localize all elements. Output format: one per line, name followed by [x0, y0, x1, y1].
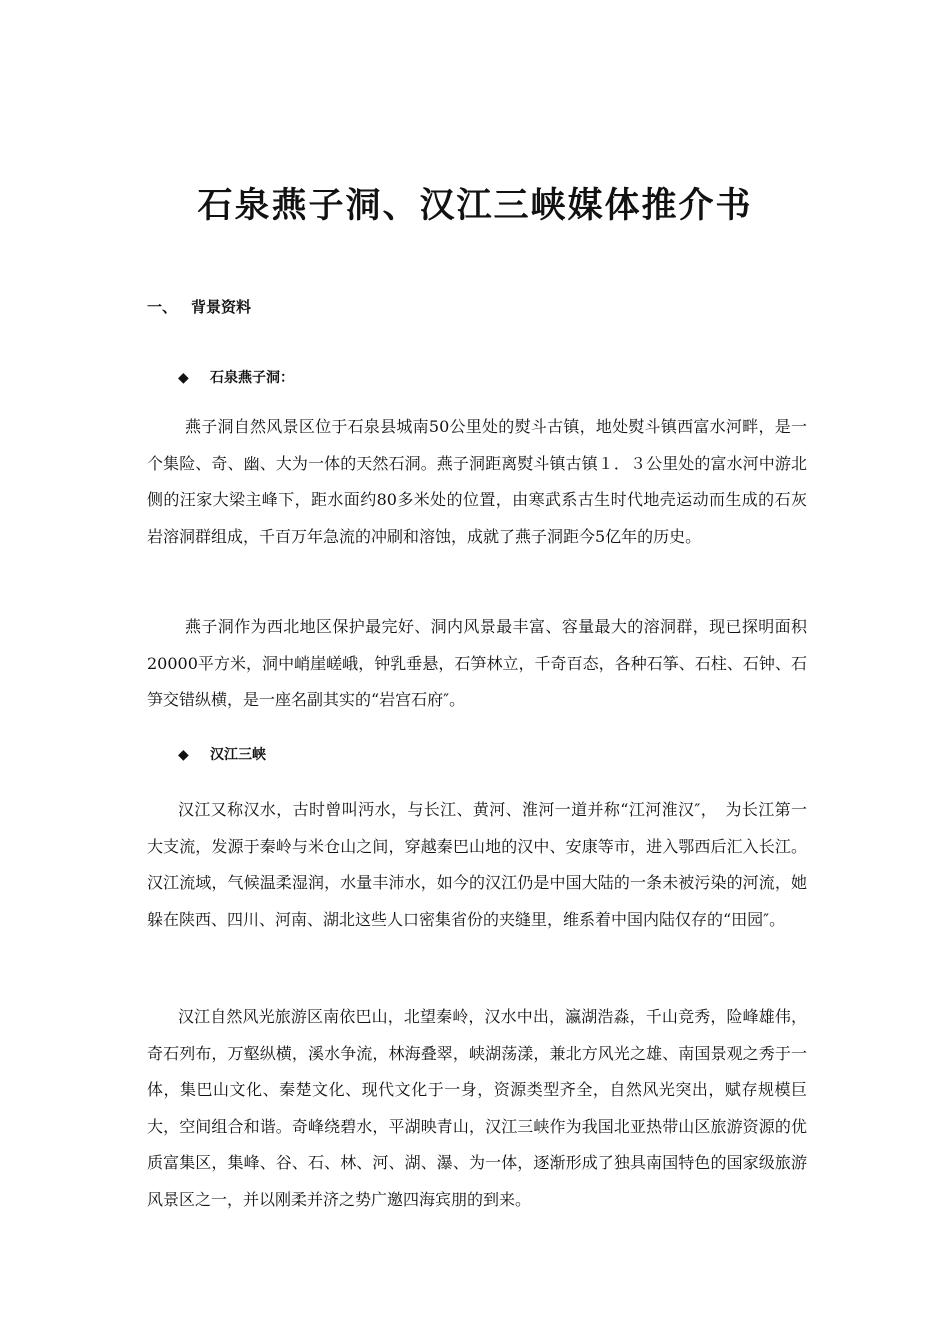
paragraph: 汉江自然风光旅游区南依巴山，北望秦岭，汉水中出，瀛湖浩淼，千山竞秀，险峰雄伟，奇石列布，万壑纵横，溪水争流，林海叠翠，峡湖荡漾，兼北方风光之雄、南国景观之秀于一体，集巴山文化、秦楚文化、现代文化于一身，资源类型齐全，自然风光突出，赋存规模巨大，空间组合和谐。奇峰绕碧水，平湖映青山，汉江三峡作为我国北亚热带山区旅游资源的优质富集区，集峰、谷、石、林、河、湖、瀑、为一体，逐渐形成了独具南国特色的国家级旅游风景区之一，并以刚柔并济之势广邀四海宾朋的到来。 [147, 1007, 807, 1209]
subheading-swallow-cave [178, 367, 294, 387]
document-title: 石泉燕子洞、汉江三峡媒体推介书 [197, 185, 753, 226]
subheading-label: 汉江三峡 [210, 747, 266, 763]
paragraph: 燕子洞作为西北地区保护最完好、洞内风景最丰富、容量最大的溶洞群，现已探明面积20000平方米，洞中峭崖嵯峨，钟乳垂悬，石笋林立，千奇百态，各种石筝、石柱、石钟、石笋交错纵横，是一座名副其实的“岩宫石府″。 [147, 617, 807, 709]
diamond-bullet-icon: ◆ [178, 747, 189, 763]
subheading-hanjiang-gorges [178, 744, 266, 764]
section-heading-background [147, 296, 251, 317]
section-number: 一、 [147, 298, 178, 316]
paragraph: 汉江又称汉水，古时曾叫沔水，与长江、黄河、淮河一道并称“江河淮汉″， 为长江第一大支流，发源于秦岭与米仓山之间，穿越秦巴山地的汉中、安康等市，进入鄂西后汇入长江。汉江流域，气候温柔湿润，水量丰沛水，如今的汉江仍是中国大陆的一条未被污染的河流，她躲在陕西、四川、河南、湖北这些人口密集省份的夹缝里，维系着中国内陆仅存的“田园″。 [147, 800, 807, 929]
subheading-label: 石泉燕子洞： [210, 370, 294, 386]
diamond-bullet-icon: ◆ [178, 370, 189, 386]
paragraph: 燕子洞自然风景区位于石泉县城南50公里处的熨斗古镇，地处熨斗镇西富水河畔，是一个集险、奇、幽、大为一体的天然石洞。燕子洞距离熨斗镇古镇１．３公里处的富水河中游北侧的汪家大梁主峰下，距水面约80多米处的位置，由寒武系古生时代地壳运动而生成的石灰岩溶洞群组成，千百万年急流的冲刷和溶蚀，成就了燕子洞距今5亿年的历史。 [147, 417, 807, 546]
section-label: 背景资料 [191, 298, 252, 316]
